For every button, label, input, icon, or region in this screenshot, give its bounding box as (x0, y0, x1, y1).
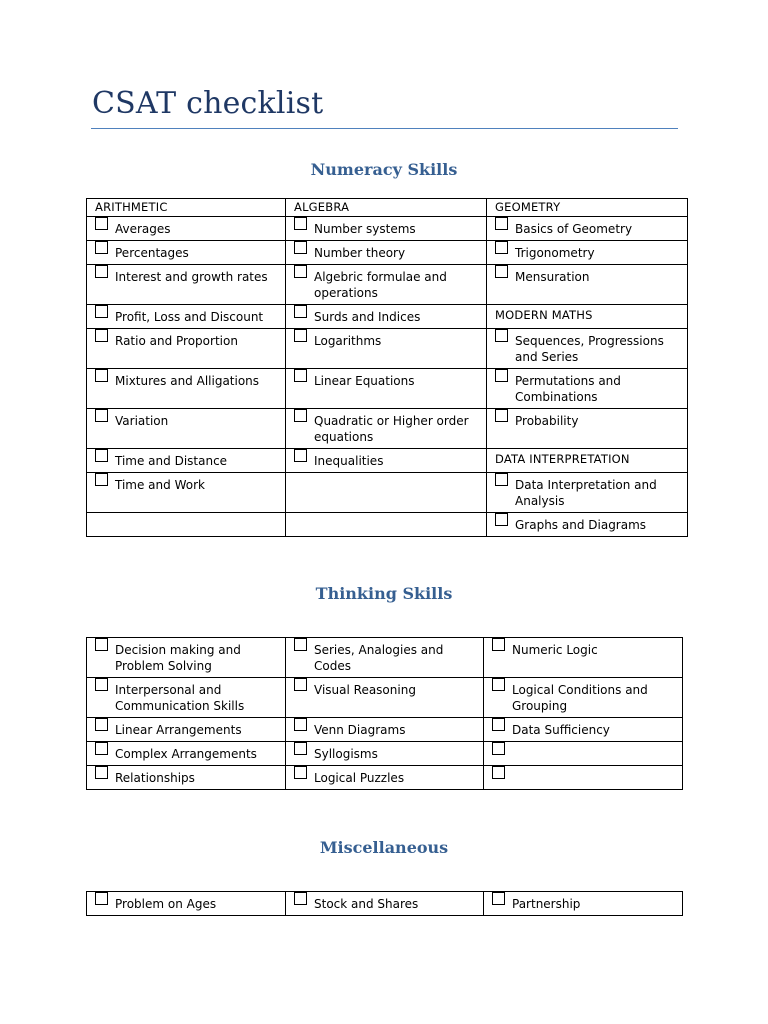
checklist-item[interactable] (294, 369, 482, 389)
item-label: Interpersonal and Communication Skills (115, 683, 245, 713)
item-label: Interest and growth rates (115, 270, 268, 284)
item-label: Permutations and Combinations (515, 374, 621, 404)
item-label: Trigonometry (515, 246, 595, 260)
checklist-item[interactable] (492, 678, 678, 714)
checklist-item[interactable] (294, 742, 479, 762)
checkbox[interactable] (294, 638, 307, 651)
checkbox[interactable] (495, 217, 508, 230)
item-label: Number theory (314, 246, 406, 260)
item-label: Ratio and Proportion (115, 334, 238, 348)
checklist-cell (286, 718, 484, 742)
checklist-item[interactable] (294, 766, 479, 786)
checklist-cell (87, 718, 286, 742)
checklist-item[interactable] (495, 217, 683, 237)
checklist-cell (87, 265, 286, 305)
miscellaneous-table (86, 891, 683, 916)
checkbox[interactable] (294, 766, 307, 779)
checklist-cell (487, 241, 688, 265)
checkbox[interactable] (95, 892, 108, 905)
item-label: Variation (115, 414, 169, 428)
checkbox[interactable] (95, 766, 108, 779)
checklist-item[interactable] (294, 449, 482, 469)
checklist-item[interactable] (294, 638, 479, 674)
modern-maths-header: MODERN MATHS (487, 305, 688, 329)
item-label: Logarithms (314, 334, 382, 348)
checklist-cell (487, 513, 688, 537)
checklist-cell (87, 892, 286, 916)
checkbox[interactable] (492, 766, 505, 779)
checkbox[interactable] (495, 473, 508, 486)
checklist-cell (286, 638, 484, 678)
item-label: Number systems (314, 222, 416, 236)
checklist-item[interactable] (95, 718, 281, 738)
item-label: Quadratic or Higher order equations (314, 414, 469, 444)
checkbox[interactable] (95, 241, 108, 254)
item-label: Complex Arrangements (115, 747, 257, 761)
checkbox[interactable] (492, 638, 505, 651)
checklist-cell (286, 678, 484, 718)
checklist-item[interactable] (95, 409, 281, 429)
checkbox[interactable] (95, 718, 108, 731)
checklist-cell (87, 638, 286, 678)
document-title: CSAT checklist (92, 86, 324, 121)
checklist-item[interactable] (95, 638, 281, 674)
checklist-item[interactable] (95, 241, 281, 261)
checklist-cell (87, 409, 286, 449)
checklist-item[interactable] (495, 409, 683, 429)
algebra-header: ALGEBRA (286, 199, 487, 217)
checkbox[interactable] (495, 409, 508, 422)
checklist-item[interactable] (95, 892, 281, 912)
checklist-item[interactable] (495, 513, 683, 533)
checkbox[interactable] (492, 678, 505, 691)
checkbox[interactable] (294, 449, 307, 462)
checklist-item[interactable] (492, 718, 678, 738)
checkbox[interactable] (95, 369, 108, 382)
checkbox[interactable] (492, 892, 505, 905)
item-label: Relationships (115, 771, 195, 785)
checklist-item[interactable] (495, 265, 683, 285)
checkbox[interactable] (294, 241, 307, 254)
checkbox[interactable] (492, 718, 505, 731)
checklist-cell (286, 241, 487, 265)
checkbox[interactable] (95, 329, 108, 342)
checklist-item[interactable] (95, 742, 281, 762)
checklist-cell (487, 409, 688, 449)
checklist-item[interactable] (95, 329, 281, 349)
checklist-item[interactable] (495, 369, 683, 405)
item-label: Graphs and Diagrams (515, 518, 647, 532)
item-label: Data Interpretation and Analysis (515, 478, 657, 508)
checklist-cell (487, 329, 688, 369)
arithmetic-header: ARITHMETIC (87, 199, 286, 217)
checklist-cell (286, 369, 487, 409)
checkbox[interactable] (294, 409, 307, 422)
checkbox[interactable] (95, 409, 108, 422)
checklist-cell (286, 217, 487, 241)
checklist-item[interactable] (294, 678, 479, 698)
item-label: Data Sufficiency (512, 723, 610, 737)
checkbox[interactable] (294, 305, 307, 318)
checklist-cell (286, 305, 487, 329)
checklist-cell (87, 678, 286, 718)
checklist-cell (87, 473, 286, 513)
item-label: Time and Work (115, 478, 205, 492)
checklist-item[interactable] (492, 892, 678, 912)
checkbox[interactable] (294, 678, 307, 691)
checklist-cell (484, 638, 683, 678)
checklist-item[interactable] (294, 409, 482, 445)
numeracy-table (86, 198, 688, 537)
item-label: Percentages (115, 246, 189, 260)
checklist-cell (87, 217, 286, 241)
item-label: Syllogisms (314, 747, 378, 761)
checkbox[interactable] (495, 241, 508, 254)
checklist-cell (487, 265, 688, 305)
checkbox[interactable] (95, 449, 108, 462)
checklist-cell (484, 678, 683, 718)
checklist-item[interactable] (294, 217, 482, 237)
item-label: Linear Arrangements (115, 723, 242, 737)
checkbox[interactable] (495, 329, 508, 342)
item-label: Linear Equations (314, 374, 415, 388)
checkbox[interactable] (495, 265, 508, 278)
item-label: Logical Puzzles (314, 771, 405, 785)
checkbox[interactable] (294, 265, 307, 278)
checklist-cell (87, 766, 286, 790)
thinking-heading: Thinking Skills (315, 584, 453, 603)
checklist-cell (286, 265, 487, 305)
checkbox[interactable] (495, 513, 508, 526)
checklist-cell (484, 892, 683, 916)
item-label: Probability (515, 414, 579, 428)
thinking-table (86, 637, 683, 790)
checkbox[interactable] (294, 329, 307, 342)
checkbox[interactable] (95, 473, 108, 486)
checkbox[interactable] (95, 305, 108, 318)
checkbox[interactable] (294, 369, 307, 382)
checklist-item[interactable] (95, 305, 281, 325)
item-label: Venn Diagrams (314, 723, 406, 737)
checklist-cell (87, 369, 286, 409)
checkbox[interactable] (95, 638, 108, 651)
item-label: Series, Analogies and Codes (314, 643, 444, 673)
item-label: Numeric Logic (512, 643, 598, 657)
checkbox[interactable] (294, 742, 307, 755)
checklist-cell (87, 742, 286, 766)
empty-cell (87, 513, 286, 537)
item-label: Mixtures and Alligations (115, 374, 260, 388)
checklist-item[interactable] (95, 449, 281, 469)
item-label: Averages (115, 222, 171, 236)
checklist-item[interactable] (95, 217, 281, 237)
checkbox[interactable] (294, 217, 307, 230)
checklist-item[interactable] (495, 241, 683, 261)
checkbox[interactable] (495, 369, 508, 382)
checklist-cell (487, 473, 688, 513)
checklist-item[interactable] (95, 678, 281, 714)
empty-cell (286, 513, 487, 537)
checklist-item[interactable] (294, 892, 479, 912)
checklist-cell (286, 449, 487, 473)
checkbox[interactable] (95, 742, 108, 755)
checklist-item[interactable] (294, 329, 482, 349)
checkbox[interactable] (95, 217, 108, 230)
item-label: Mensuration (515, 270, 590, 284)
data-interpretation-header: DATA INTERPRETATION (487, 449, 688, 473)
checklist-item[interactable] (495, 473, 683, 509)
checklist-cell (286, 409, 487, 449)
checklist-cell (286, 742, 484, 766)
checklist-item[interactable] (95, 766, 281, 786)
title-underline (91, 128, 678, 129)
checklist-item[interactable] (492, 638, 678, 658)
checklist-item[interactable] (495, 329, 683, 365)
item-label: Profit, Loss and Discount (115, 310, 264, 324)
checklist-cell (286, 892, 484, 916)
checklist-cell (286, 329, 487, 369)
checklist-cell (87, 241, 286, 265)
item-label: Problem on Ages (115, 897, 217, 911)
checklist-cell (87, 305, 286, 329)
checklist-cell (484, 766, 683, 790)
checklist-cell (87, 329, 286, 369)
checklist-cell (286, 766, 484, 790)
checklist-item[interactable] (294, 265, 482, 301)
checklist-item[interactable] (492, 766, 678, 779)
item-label: Time and Distance (115, 454, 228, 468)
checklist-item[interactable] (294, 241, 482, 261)
checklist-item[interactable] (95, 369, 281, 389)
checkbox[interactable] (95, 265, 108, 278)
geometry-header: GEOMETRY (487, 199, 688, 217)
miscellaneous-heading: Miscellaneous (319, 838, 449, 857)
checkbox[interactable] (95, 678, 108, 691)
checklist-cell (487, 369, 688, 409)
checklist-item[interactable] (95, 473, 281, 493)
item-label: Sequences, Progressions and Series (515, 334, 664, 364)
item-label: Visual Reasoning (314, 683, 416, 697)
item-label: Surds and Indices (314, 310, 421, 324)
checklist-item[interactable] (492, 742, 678, 755)
checklist-cell (484, 718, 683, 742)
item-label: Inequalities (314, 454, 384, 468)
checklist-item[interactable] (294, 718, 479, 738)
checkbox[interactable] (294, 718, 307, 731)
empty-cell (286, 473, 487, 513)
item-label: Basics of Geometry (515, 222, 633, 236)
item-label: Partnership (512, 897, 581, 911)
item-label: Logical Conditions and Grouping (512, 683, 648, 713)
checklist-cell (487, 217, 688, 241)
checklist-item[interactable] (294, 305, 482, 325)
item-label: Decision making and Problem Solving (115, 643, 241, 673)
checklist-cell (87, 449, 286, 473)
item-label: Stock and Shares (314, 897, 419, 911)
checklist-item[interactable] (95, 265, 281, 285)
checkbox[interactable] (294, 892, 307, 905)
checkbox[interactable] (492, 742, 505, 755)
item-label: Algebric formulae and operations (314, 270, 447, 300)
numeracy-heading: Numeracy Skills (310, 160, 458, 179)
checklist-cell (484, 742, 683, 766)
